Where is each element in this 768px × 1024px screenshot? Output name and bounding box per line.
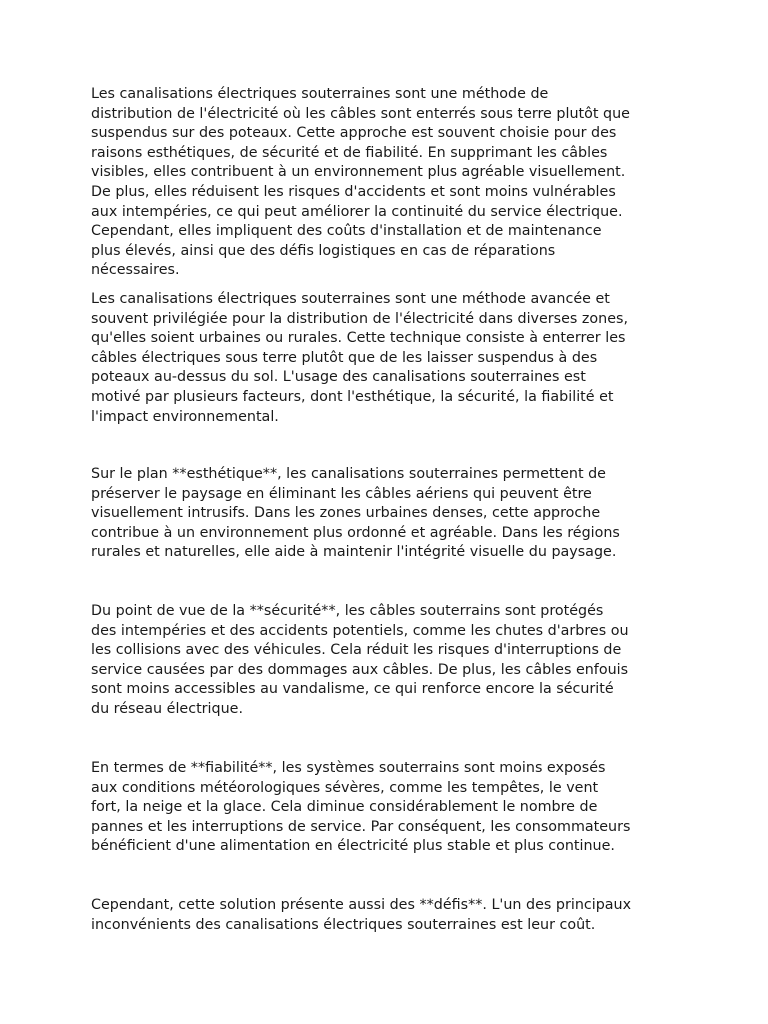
text-line: du réseau électrique. — [91, 700, 244, 717]
text-line: rurales et naturelles, elle aide à maintenir l'intégrité visuelle du paysage. — [91, 544, 617, 561]
text-line: Sur le plan **esthétique**, les canalisations souterraines permettent de — [91, 466, 606, 482]
text-line: Cependant, cette solution présente aussi des **défis**. L'un des principaux — [91, 897, 632, 913]
text-line: plus élevés, ainsi que des défis logistiques en cas de réparations — [91, 242, 556, 259]
text-line: Du point de vue de la **sécurité**, les câbles souterrains sont protégés — [91, 603, 604, 619]
paragraph-safety — [91, 602, 691, 720]
text-line: souvent privilégiée pour la distribution de l'électricité dans diverses zones, — [91, 310, 629, 327]
text-line: l'impact environnemental. — [91, 408, 279, 425]
text-line: visibles, elles contribuent à un environnement plus agréable visuellement. — [91, 164, 626, 181]
text-line: bénéficient d'une alimentation en électricité plus stable et plus continue. — [91, 838, 615, 855]
text-line: Cependant, elles impliquent des coûts d'installation et de maintenance — [91, 223, 602, 240]
paragraph-reliability — [91, 759, 691, 857]
paragraph-intro — [91, 85, 691, 281]
text-line: préserver le paysage en éliminant les câbles aériens qui peuvent être — [91, 485, 592, 502]
text-line: motivé par plusieurs facteurs, dont l'esthétique, la sécurité, la fiabilité et — [91, 388, 614, 405]
text-line: distribution de l'électricité où les câbles sont enterrés sous terre plutôt que — [91, 105, 630, 122]
text-line: De plus, elles réduisent les risques d'accidents et sont moins vulnérables — [91, 183, 616, 200]
text-line: inconvénients des canalisations électriques souterraines est leur coût. — [91, 916, 596, 933]
text-line: aux intempéries, ce qui peut améliorer la continuité du service électrique. — [91, 203, 623, 220]
text-line: fort, la neige et la glace. Cela diminue considérablement le nombre de — [91, 799, 598, 816]
text-line: aux conditions météorologiques sévères, comme les tempêtes, le vent — [91, 779, 599, 796]
text-line: des intempéries et des accidents potentiels, comme les chutes d'arbres ou — [91, 622, 629, 639]
text-line: Les canalisations électriques souterraines sont une méthode de — [91, 86, 549, 102]
text-line: poteaux au-dessus du sol. L'usage des canalisations souterraines est — [91, 369, 586, 386]
paragraph-aesthetics — [91, 465, 691, 563]
text-line: les collisions avec des véhicules. Cela réduit les risques d'interruptions de — [91, 642, 622, 659]
text-line: suspendus sur des poteaux. Cette approche est souvent choisie pour des — [91, 125, 617, 142]
text-line: pannes et les interruptions de service. Par conséquent, les consommateurs — [91, 818, 631, 835]
text-line: qu'elles soient urbaines ou rurales. Cette technique consiste à enterrer les — [91, 330, 626, 347]
text-line: nécessaires. — [91, 262, 180, 279]
text-line: contribue à un environnement plus ordonné et agréable. Dans les régions — [91, 524, 620, 541]
text-line: câbles électriques sous terre plutôt que de les laisser suspendus à des — [91, 349, 598, 366]
text-line: Les canalisations électriques souterraines sont une méthode avancée et — [91, 291, 610, 307]
text-line: service causées par des dommages aux câbles. De plus, les câbles enfouis — [91, 661, 629, 678]
text-line: raisons esthétiques, de sécurité et de fiabilité. En supprimant les câbles — [91, 144, 608, 161]
text-line: En termes de **fiabilité**, les systèmes souterrains sont moins exposés — [91, 760, 606, 776]
paragraph-overview — [91, 290, 691, 427]
text-line: sont moins accessibles au vandalisme, ce qui renforce encore la sécurité — [91, 681, 614, 698]
paragraph-challenges — [91, 896, 691, 935]
text-line: visuellement intrusifs. Dans les zones urbaines denses, cette approche — [91, 505, 601, 522]
